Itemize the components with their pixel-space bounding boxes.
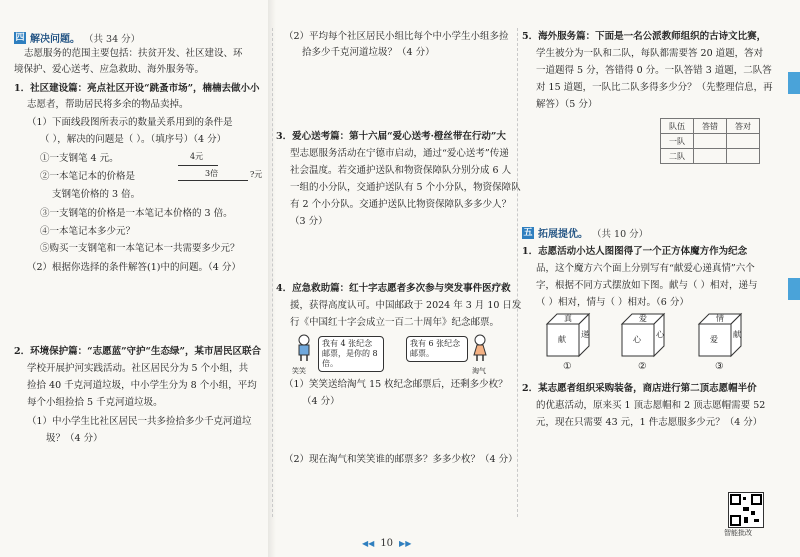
question-5-text: 对 15 道题，一队比二队多得多少分？（先整理信息，再 <box>536 82 773 93</box>
intro-text: 志愿服务的范围主要包括：扶贫开发、社区建设、环 <box>24 48 243 59</box>
side-tab-marker <box>788 72 800 94</box>
question-3-text: 型志愿服务活动在宁德市启动，通过“爱心送考”传递 <box>290 148 509 159</box>
qr-code[interactable] <box>728 492 764 528</box>
section-badge: 五 <box>523 227 533 238</box>
question-4-sub1: （4 分） <box>302 396 340 407</box>
question-5-text: 学生被分为一队和二队，每队都需要答 20 道题，答对 <box>536 48 764 59</box>
table-header-row <box>661 119 760 134</box>
cube-figure-3 <box>697 312 743 358</box>
question-2-sub2: （2）平均每个社区居民小组比每个中小学生小组多捡 <box>284 31 509 42</box>
name-right: 淘气 <box>472 367 486 375</box>
table-row <box>661 149 760 164</box>
question-2-text: 捡拾 40 千克河道垃圾，中小学生分为 8 个小组，平均 <box>27 380 257 391</box>
cube-face-top: 情 <box>716 314 724 323</box>
question-5-text: 一道题得 5 分，答错得 0 分。一队答错 3 道题，二队答 <box>536 65 772 76</box>
question-4-sub2: （2）现在淘气和笑笑谁的邮票多？多多少枚？（4 分） <box>284 454 518 465</box>
page-number: 10 <box>380 538 394 549</box>
question-1-sub1: （1）下面线段图所表示的数量关系用到的条件是 <box>27 117 233 128</box>
page-number-bar <box>362 538 411 549</box>
question-4-text: 援，获得高度认可。中国邮政于 2024 年 3 月 10 日发 <box>290 300 522 311</box>
table-header-cell: 队伍 <box>661 119 694 134</box>
question-2-sub1: 圾？（4 分） <box>46 433 103 444</box>
section-four-header <box>14 30 140 45</box>
section-score: （共 10 分） <box>592 228 649 240</box>
prev-page-icon[interactable]: ◀◀ <box>362 539 375 548</box>
question-1-sub1: （ ），解决的问题是（ ）。（填序号）（4 分） <box>40 134 227 145</box>
cube-face-side: 心 <box>656 330 664 339</box>
extension-1-text: 字，根据不同方式摆放如下图。献与（ ）相对，递与 <box>536 280 758 291</box>
table-header-cell: 答错 <box>694 119 727 134</box>
column-divider-right <box>517 28 518 517</box>
segment-times-label: 3倍 <box>205 169 219 178</box>
question-4-sub1: （1）笑笑送给淘气 15 枚纪念邮票后，还剩多少枚？ <box>284 379 508 390</box>
cube-face-side: 递 <box>581 330 589 339</box>
table-cell[interactable] <box>727 134 760 149</box>
condition-2-cont: 支钢笔价格的 3 倍。 <box>52 189 141 200</box>
cube-face-side: 献 <box>733 330 741 339</box>
speech-bubble-right: 我有 6 张纪念邮票。 <box>406 336 468 362</box>
cube-label: ① <box>563 361 572 372</box>
question-2-sub1: （1）中小学生比社区居民一共多捡拾多少千克河道垃 <box>27 416 252 427</box>
qr-label: 智能批改 <box>724 529 752 537</box>
girl-figure <box>470 334 490 366</box>
speech-bubble-left: 我有 4 张纪念邮票，是你的 8 倍。 <box>318 336 384 372</box>
section-title: 拓展提优。 <box>538 229 588 240</box>
section-title: 解决问题。 <box>30 34 80 45</box>
segment-unknown-label: ?元 <box>250 170 263 179</box>
question-5-text: 解答）（5 分） <box>536 99 598 110</box>
extension-1-text: 1．志愿活动小达人图图得了一个正方体魔方作为纪念 <box>522 246 748 257</box>
section-five-header <box>522 225 648 240</box>
cube-face-front: 献 <box>558 335 566 344</box>
cube-figure-1 <box>545 312 591 358</box>
section-score: （共 34 分） <box>84 33 141 45</box>
table-header-cell: 答对 <box>727 119 760 134</box>
condition-1: ①一支钢笔 4 元。 <box>40 153 119 164</box>
condition-4: ④一本笔记本多少元？ <box>40 226 136 237</box>
boy-figure <box>294 334 314 366</box>
question-2-sub2: 拾多少千克河道垃圾？（4 分） <box>302 47 435 58</box>
cube-figure-2 <box>620 312 666 358</box>
segment-top-line <box>178 165 218 166</box>
question-1-sub2: （2）根据你选择的条件解答(1)中的问题。（4 分） <box>27 262 241 273</box>
info-table <box>660 118 760 164</box>
boy-icon <box>294 334 314 362</box>
cube-face-top: 真 <box>564 314 572 323</box>
question-3-text: （3 分） <box>290 216 328 227</box>
table-cell[interactable] <box>694 134 727 149</box>
cube-face-top: 爱 <box>639 314 647 323</box>
question-2-text: 学校开展护河实践活动。社区居民分为 5 个小组，共 <box>27 363 249 374</box>
table-row-label: 一队 <box>661 134 694 149</box>
table-row <box>661 134 760 149</box>
question-4-text: 行《中国红十字会成立一百二十周年》纪念邮票。 <box>290 317 500 328</box>
condition-2-label: ②一本笔记本的价格是 <box>40 171 136 182</box>
qr-icon <box>729 493 763 527</box>
condition-3: ③一支钢笔的价格是一本笔记本价格的 3 倍。 <box>40 208 233 219</box>
question-3-text: 社会温度。若交通护送队和物资保障队分别分成 6 人 <box>290 165 512 176</box>
question-3-text: 一组的小分队，交通护送队有 5 个小分队，物资保障队 <box>290 182 521 193</box>
girl-icon <box>470 334 490 362</box>
cube-face-front: 爱 <box>710 335 718 344</box>
question-1-text: 志愿者，帮助居民将多余的物品卖掉。 <box>27 99 189 110</box>
table-cell[interactable] <box>727 149 760 164</box>
extension-2-text: 元，现在只需要 43 元，1 件志愿服多少元？（4 分） <box>536 417 763 428</box>
extension-1-text: 品，这个魔方六个面上分别写有“献爱心递真情”六个 <box>536 263 755 274</box>
intro-text: 境保护、爱心送考、应急救助、海外服务等。 <box>14 64 205 75</box>
segment-top-label: 4元 <box>190 152 204 161</box>
table-row-label: 二队 <box>661 149 694 164</box>
question-1-text: 1．社区建设篇：亮点社区开设“跳蚤市场”，楠楠去做小小 <box>14 83 260 94</box>
question-2-text: 每个小组捡拾 5 千克河道垃圾。 <box>27 397 163 408</box>
question-5-text: 5．海外服务篇：下面是一名公派教师组织的古诗文比赛， <box>522 31 767 42</box>
extension-2-text: 的优惠活动，原来买 1 顶志愿帽和 2 顶志愿帽需要 52 <box>536 400 766 411</box>
condition-5: ⑤购买一支钢笔和一本笔记本一共需要多少元？ <box>40 243 240 254</box>
cube-label: ② <box>638 361 647 372</box>
table-cell[interactable] <box>694 149 727 164</box>
question-4-text: 4．应急救助篇：红十字志愿者多次参与突发事件医疗救 <box>276 283 511 294</box>
side-tab-marker <box>788 278 800 300</box>
section-badge: 四 <box>15 32 25 43</box>
cube-label: ③ <box>715 361 724 372</box>
next-page-icon[interactable]: ▶▶ <box>399 539 412 548</box>
extension-2-text: 2．某志愿者组织采购装备，商店进行第二顶志愿帽半价 <box>522 383 757 394</box>
question-3-text: 3．爱心送考篇：第十六届“爱心送考·橙丝带在行动”大 <box>276 131 506 142</box>
name-left: 笑笑 <box>292 367 306 375</box>
question-2-text: 2．环境保护篇：“志愿蓝”守护“生态绿”，某市居民区联合 <box>14 346 261 357</box>
question-3-text: 有 2 个小分队。交通护送队比物资保障队多多少人？ <box>290 199 512 210</box>
cube-face-front: 心 <box>633 335 641 344</box>
column-divider-left <box>272 28 273 517</box>
extension-1-text: （ ）相对，情与（ ）相对。（6 分） <box>536 297 689 308</box>
